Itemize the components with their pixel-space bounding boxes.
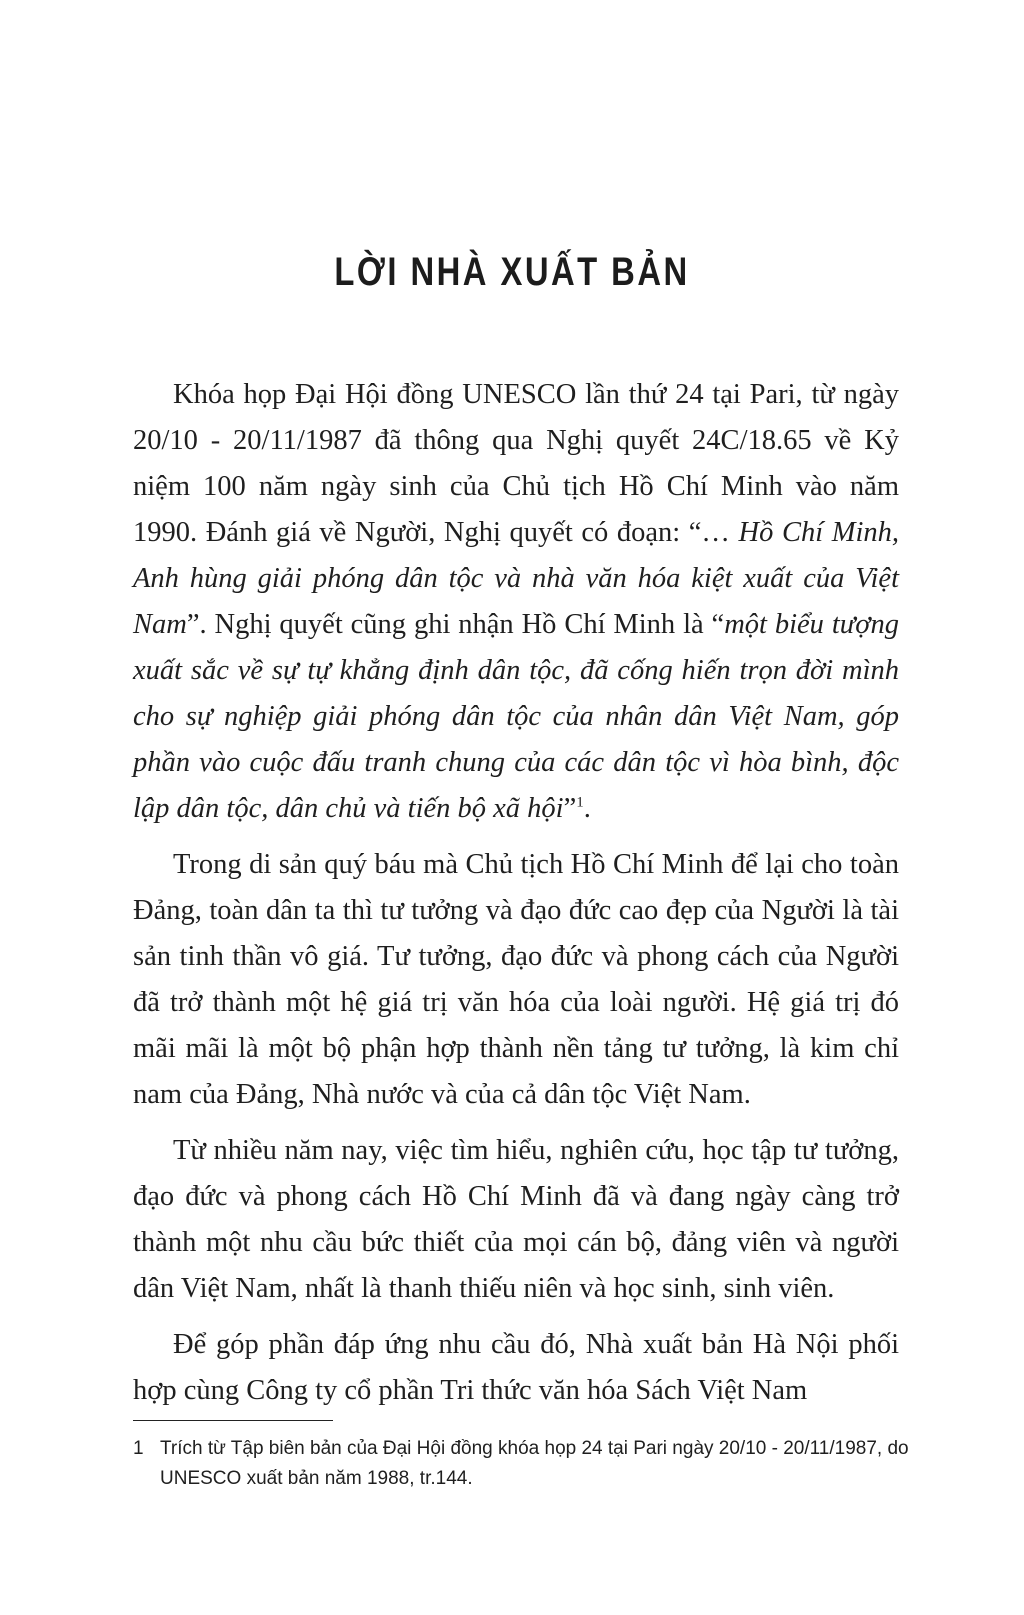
footnote-number: 1 (133, 1438, 144, 1459)
footnote-reference: 1 (576, 794, 584, 811)
footnote-text: Trích từ Tập biên bản của Đại Hội đồng khóa họp 24 tại Pari ngày 20/10 - 20/11/1987, do UNESCO xuất bản năm 1988, tr.144. (160, 1438, 909, 1489)
paragraph-1-quote-1: Hồ Chí Minh, Anh hùng giải phóng dân tộc và nhà văn hóa kiệt xuất của Việt Nam (133, 517, 899, 640)
body-text (133, 372, 899, 1424)
footnote-divider (133, 1420, 333, 1421)
paragraph-1-text-c: ”. Nghị quyết cũng ghi nhận Hồ Chí Minh là “ (186, 609, 725, 640)
paragraph-2: Trong di sản quý báu mà Chủ tịch Hồ Chí Minh để lại cho toàn Đảng, toàn dân ta thì tư tưởng và đạo đức cao đẹp của Người là tài sản tinh thần vô giá. Tư tưởng, đạo đức và phong cách của Người đã trở thành một hệ giá trị văn hóa của loài người. Hệ giá trị đó mãi mãi là một bộ phận hợp thành nền tảng tư tưởng, là kim chỉ nam của Đảng, Nhà nước và của cả dân tộc Việt Nam. (133, 849, 899, 1110)
paragraph-3: Từ nhiều năm nay, việc tìm hiểu, nghiên cứu, học tập tư tưởng, đạo đức và phong cách Hồ Chí Minh đã và đang ngày càng trở thành một nhu cầu bức thiết của mọi cán bộ, đảng viên và người dân Việt Nam, nhất là thanh thiếu niên và học sinh, sinh viên. (133, 1135, 899, 1304)
paragraph-4: Để góp phần đáp ứng nhu cầu đó, Nhà xuất bản Hà Nội phối hợp cùng Công ty cổ phần Tri thức văn hóa Sách Việt Nam (133, 1329, 899, 1406)
paragraph-1-text-e: ” (563, 793, 577, 824)
paragraph-1-text-f: . (583, 793, 591, 824)
paragraph-1 (133, 372, 899, 832)
paragraph-1-quote-2: một biểu tượng xuất sắc về sự tự khẳng định dân tộc, đã cống hiến trọn đời mình cho sự nghiệp giải phóng dân tộc của nhân dân Việt Nam, góp phần vào cuộc đấu tranh chung của các dân tộc vì hòa bình, độc lập dân tộc, dân chủ và tiến bộ xã hội (133, 609, 900, 824)
footnote (133, 1434, 913, 1494)
paragraph-1-text-a: Khóa họp Đại Hội đồng UNESCO lần thứ 24 tại Pari, từ ngày 20/10 - 20/11/1987 đã thông qua Nghị quyết 24C/18.65 về Kỷ niệm 100 năm ngày sinh của Chủ tịch Hồ Chí Minh vào năm 1990. Đánh giá về Người, Nghị quyết có đoạn: “… (133, 379, 899, 548)
page-title: LỜI NHÀ XUẤT BẢN (334, 250, 690, 294)
